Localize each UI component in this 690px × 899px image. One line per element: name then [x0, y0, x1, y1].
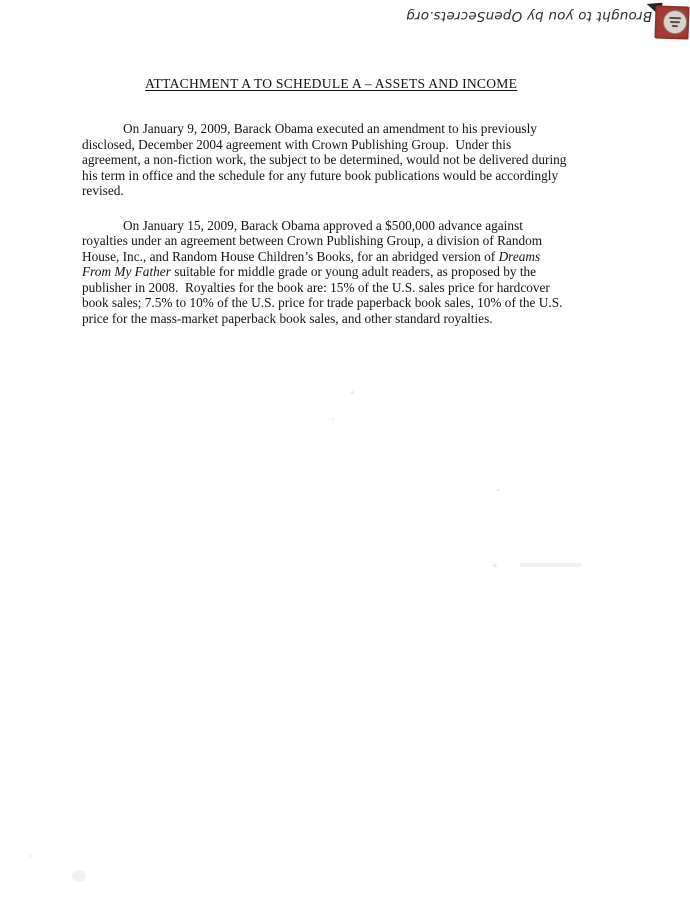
text-segment: On January 9, 2009, Barack Obama executed an amendment to his previously: [123, 121, 537, 136]
text-line: [82, 218, 642, 234]
opensecrets-logo-icon: [654, 5, 689, 39]
document-title: ATTACHMENT A TO SCHEDULE A – ASSETS AND INCOME: [145, 76, 518, 91]
text-segment: suitable for middle grade or young adult readers, as proposed by the: [170, 264, 537, 279]
paragraph: [82, 121, 642, 199]
text-line: [82, 121, 642, 137]
text-line: [82, 280, 642, 296]
logo-seal-text-line: [669, 17, 681, 19]
text-segment: revised.: [82, 183, 124, 198]
text-line: [82, 152, 642, 168]
text-line: [82, 168, 642, 184]
text-line: [82, 295, 642, 311]
text-segment: agreement, a non-fiction work, the subject to be determined, would not be delivered during: [82, 152, 567, 167]
text-segment: publisher in 2008. Royalties for the book are: 15% of the U.S. sales price for hardcover: [82, 279, 550, 295]
text-segment: his term in office and the schedule for any future book publications would be accordingly: [82, 167, 559, 183]
scan-speck: [332, 418, 334, 420]
logo-seal-text-line: [672, 25, 678, 27]
text-segment: royalties under an agreement between Crown Publishing Group, a division of Random: [82, 233, 543, 248]
text-line: [82, 233, 642, 249]
text-segment: On January 15, 2009, Barack Obama approved a $500,000 advance against: [123, 217, 523, 233]
text-segment: book sales; 7.5% to 10% of the U.S. price for trade paperback book sales, 10% of the U.S.: [82, 295, 563, 310]
text-segment: disclosed, December 2004 agreement with Crown Publishing Group. Under this: [82, 136, 512, 152]
scan-speck: [30, 855, 32, 857]
paragraph: [82, 218, 642, 327]
text-segment: price for the mass-market paperback book sales, and other standard royalties.: [82, 310, 493, 326]
text-line: [82, 264, 642, 280]
text-line: [82, 183, 642, 199]
text-segment: House, Inc., and Random House Children’s Books, for an abridged version of: [82, 248, 499, 264]
scan-speck: [351, 391, 354, 394]
scan-smudge: [72, 870, 86, 882]
scan-smudge: [520, 563, 582, 567]
scan-speck: [497, 489, 500, 491]
logo-seal-text-line: [670, 21, 680, 23]
book-title-italic: Dreams: [498, 248, 541, 264]
book-title-italic: From My Father: [82, 264, 171, 279]
text-line: [82, 137, 642, 153]
text-line: [82, 249, 642, 265]
document-body: [82, 121, 642, 326]
text-line: [82, 311, 642, 327]
brought-to-you-note: Brought to you by OpenSecrets.org: [406, 8, 652, 24]
scan-speck: [493, 564, 497, 567]
